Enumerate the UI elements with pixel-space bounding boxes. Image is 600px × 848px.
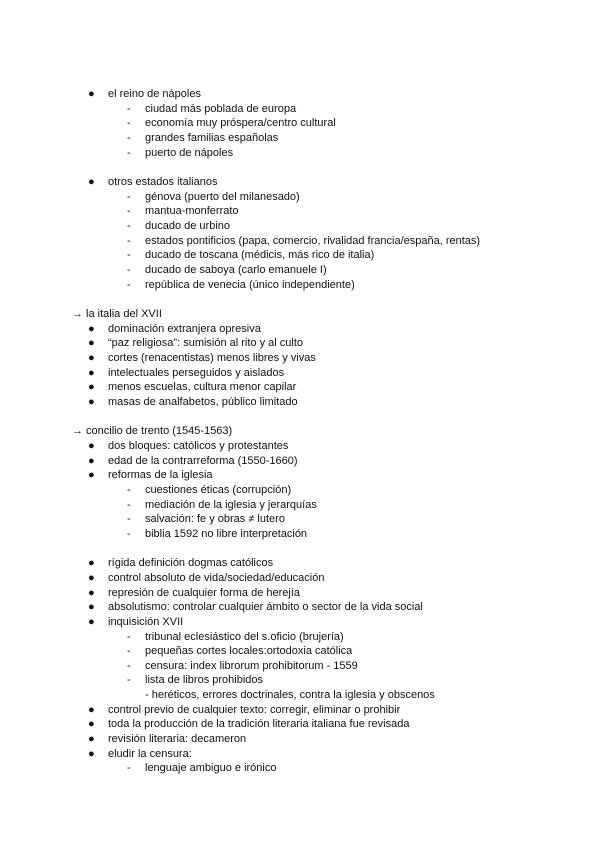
list-item-text: el reino de nápoles xyxy=(108,88,201,100)
list-item xyxy=(88,395,298,409)
list-item xyxy=(88,322,261,336)
dash-marker: - xyxy=(127,264,131,276)
sub-list-item xyxy=(127,673,264,687)
list-item xyxy=(88,366,285,380)
sub-list-item xyxy=(127,761,277,775)
bullet-marker: ● xyxy=(88,718,95,730)
list-item-text: masas de analfabetos, público limitado xyxy=(108,396,298,408)
list-item-text: control previo de cualquier texto: corregir, eliminar o prohibir xyxy=(108,704,401,716)
sub-list-item xyxy=(127,498,317,512)
bullet-marker: ● xyxy=(88,88,95,100)
bullet-marker: ● xyxy=(88,323,95,335)
list-item-text: “paz religiosa”: sumisión al rito y al culto xyxy=(108,337,304,349)
list-item xyxy=(88,468,213,482)
list-item xyxy=(88,336,304,350)
dash-marker: - xyxy=(127,132,131,144)
sub-list-item-text: génova (puerto del milanesado) xyxy=(145,191,300,203)
bullet-marker: ● xyxy=(88,601,95,613)
sub-list-item-text: estados pontificios (papa, comercio, rivalidad francia/españa, rentas) xyxy=(145,235,481,247)
dash-marker: - xyxy=(127,220,131,232)
dash-marker: - xyxy=(127,513,131,525)
dash-marker: - xyxy=(127,205,131,217)
bullet-marker: ● xyxy=(88,381,95,393)
section-heading: → la italia del XVII xyxy=(72,308,162,320)
bullet-marker: ● xyxy=(88,616,95,628)
bullet-marker: ● xyxy=(88,367,95,379)
sub-list-item-text: lenguaje ambiguo e irónico xyxy=(145,762,277,774)
list-item xyxy=(88,717,410,731)
dash-marker: - xyxy=(127,279,131,291)
list-item-text: revisión literaria: decameron xyxy=(108,733,247,745)
sub-list-item-text: cuestiones éticas (corrupción) xyxy=(145,484,292,496)
list-item xyxy=(88,703,401,717)
sub-list-item-text: censura: index librorum prohibitorum - 1559 xyxy=(145,660,358,672)
list-item-text: menos escuelas, cultura menor capilar xyxy=(108,381,297,393)
sub-list-item-text: mediación de la iglesia y jerarquías xyxy=(145,499,317,511)
list-item-text: inquisición XVII xyxy=(108,616,184,628)
bullet-marker: ● xyxy=(88,337,95,349)
section-heading: → concilio de trento (1545-1563) xyxy=(72,425,233,437)
list-item-text: absolutismo: controlar cualquier ámbito o sector de la vida social xyxy=(108,601,423,613)
sub-list-item xyxy=(127,512,285,526)
list-item-text: dos bloques: católicos y protestantes xyxy=(108,440,289,452)
sub-list-item-text: ducado de saboya (carlo emanuele I) xyxy=(145,264,327,276)
sub-list-item xyxy=(127,527,308,541)
sub-list-item xyxy=(127,248,375,262)
list-item xyxy=(88,747,192,761)
continuation-line: - heréticos, errores doctrinales, contra la iglesia y obscenos xyxy=(145,689,435,701)
list-item-text: edad de la contrarreforma (1550-1660) xyxy=(108,455,298,467)
sub-list-item-text: república de venecia (único independiente) xyxy=(145,279,355,291)
list-item xyxy=(88,600,423,614)
list-item xyxy=(88,586,301,600)
sub-list-item xyxy=(127,278,355,292)
list-item xyxy=(88,175,218,189)
list-item xyxy=(88,556,274,570)
dash-marker: - xyxy=(127,645,131,657)
bullet-marker: ● xyxy=(88,352,95,364)
sub-list-item xyxy=(127,234,481,248)
dash-marker: - xyxy=(127,249,131,261)
sub-list-item xyxy=(127,146,234,160)
dash-marker: - xyxy=(127,103,131,115)
bullet-marker: ● xyxy=(88,704,95,716)
sub-list-item xyxy=(127,630,344,644)
bullet-marker: ● xyxy=(88,587,95,599)
sub-list-item-text: mantua-monferrato xyxy=(145,205,239,217)
sub-list-item-text: puerto de nápoles xyxy=(145,147,234,159)
sub-list-item-text: ducado de toscana (médicis, más rico de italia) xyxy=(145,249,375,261)
list-item-text: eludir la censura: xyxy=(108,748,192,760)
sub-list-item-text: ducado de urbino xyxy=(145,220,231,232)
sub-list-item xyxy=(127,102,297,116)
bullet-marker: ● xyxy=(88,557,95,569)
sub-list-item-text: grandes familias españolas xyxy=(145,132,279,144)
bullet-marker: ● xyxy=(88,176,95,188)
list-item-text: otros estados italianos xyxy=(108,176,218,188)
list-item-text: dominación extranjera opresiva xyxy=(108,323,261,335)
list-item-text: toda la producción de la tradición literaria italiana fue revisada xyxy=(108,718,410,730)
sub-list-item xyxy=(127,263,327,277)
bullet-marker: ● xyxy=(88,572,95,584)
list-item xyxy=(88,615,184,629)
list-item xyxy=(88,454,298,468)
sub-list-item xyxy=(127,204,239,218)
dash-marker: - xyxy=(127,235,131,247)
list-item-text: represión de cualquier forma de herejía xyxy=(108,587,301,599)
list-item-text: reformas de la iglesia xyxy=(108,469,213,481)
list-item-text: intelectuales perseguidos y aislados xyxy=(108,367,285,379)
dash-marker: - xyxy=(127,762,131,774)
bullet-marker: ● xyxy=(88,469,95,481)
bullet-marker: ● xyxy=(88,440,95,452)
list-item xyxy=(88,87,201,101)
dash-marker: - xyxy=(127,117,131,129)
sub-list-item xyxy=(127,116,336,130)
list-item xyxy=(88,439,289,453)
dash-marker: - xyxy=(127,499,131,511)
list-item xyxy=(88,351,316,365)
sub-list-item-text: pequeñas cortes locales:ortodoxia católica xyxy=(145,645,353,657)
list-item xyxy=(88,732,247,746)
list-item-text: control absoluto de vida/sociedad/educación xyxy=(108,572,325,584)
sub-list-item-text: tribunal eclesiástico del s.oficio (brujería) xyxy=(145,631,344,643)
list-item xyxy=(88,380,297,394)
list-item xyxy=(88,571,325,585)
bullet-marker: ● xyxy=(88,455,95,467)
dash-marker: - xyxy=(127,631,131,643)
sub-list-item xyxy=(127,190,300,204)
sub-list-item-text: salvación: fe y obras ≠ lutero xyxy=(145,513,285,525)
sub-list-item xyxy=(127,659,358,673)
dash-marker: - xyxy=(127,528,131,540)
bullet-marker: ● xyxy=(88,733,95,745)
list-item-text: rígida definición dogmas católicos xyxy=(108,557,274,569)
sub-list-item xyxy=(127,483,292,497)
bullet-marker: ● xyxy=(88,748,95,760)
dash-marker: - xyxy=(127,147,131,159)
sub-list-item-text: lista de libros prohibidos xyxy=(145,674,264,686)
sub-list-item-text: ciudad más poblada de europa xyxy=(145,103,297,115)
dash-marker: - xyxy=(127,484,131,496)
sub-list-item-text: economía muy próspera/centro cultural xyxy=(145,117,336,129)
bullet-marker: ● xyxy=(88,396,95,408)
list-item-text: cortes (renacentistas) menos libres y vivas xyxy=(108,352,316,364)
sub-list-item-text: biblia 1592 no libre interpretación xyxy=(145,528,308,540)
sub-list-item xyxy=(127,219,231,233)
sub-list-item xyxy=(127,644,353,658)
dash-marker: - xyxy=(127,191,131,203)
sub-list-item xyxy=(127,131,279,145)
dash-marker: - xyxy=(127,674,131,686)
dash-marker: - xyxy=(127,660,131,672)
